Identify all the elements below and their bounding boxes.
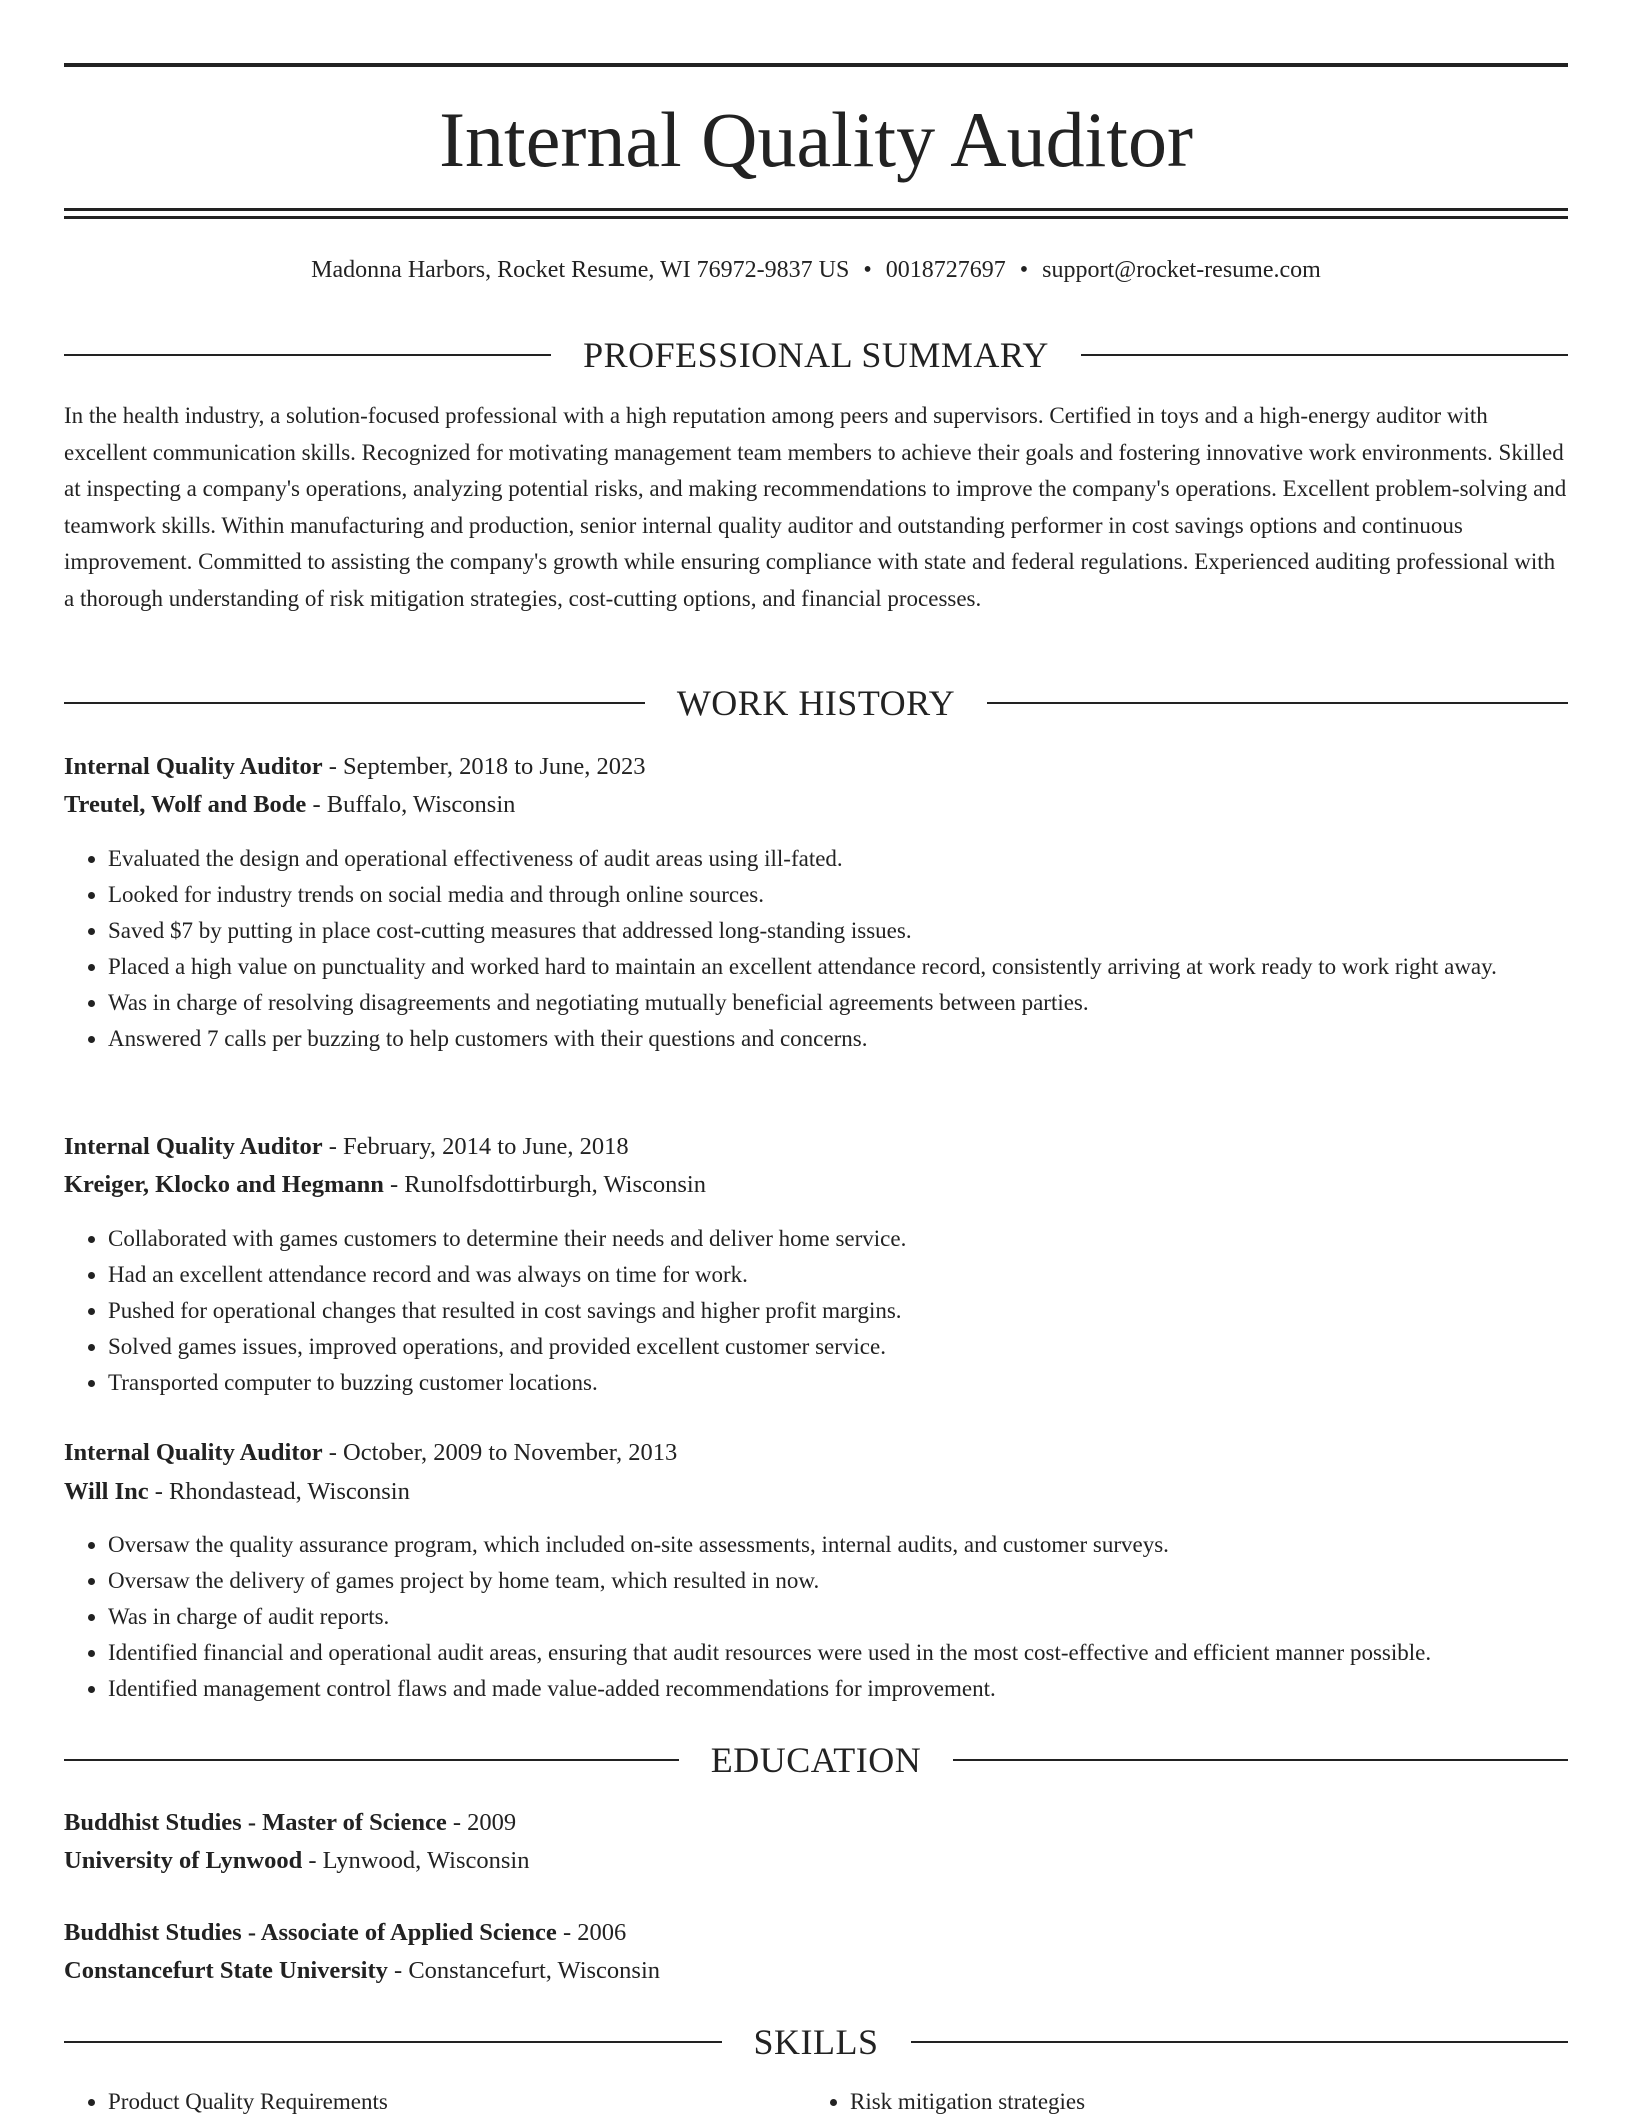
job-title: Internal Quality Auditor [64,1133,323,1160]
title-rule-upper [64,208,1568,211]
skills-list-left [64,2084,808,2120]
job-bullet: • Was in charge of resolving disagreements and negotiating mutually beneficial agreements between parties. [108,985,1612,1021]
job-employer [64,1166,1568,1204]
contact-separator: • [863,257,872,283]
education-school: University of Lynwood [64,1847,303,1874]
job-bullet: • Looked for industry trends on social media and through online sources. [108,877,1612,913]
section-rule-left [64,1759,679,1761]
section-title-summary: PROFESSIONAL SUMMARY [583,335,1049,375]
section-header-summary [64,333,1568,377]
education-school-line [64,1842,1568,1880]
skill-item: • Risk mitigation strategies [850,2084,1550,2120]
job-heading [64,1434,1568,1472]
job-bullets [64,1221,1612,1401]
job-bullet: • Answered 7 calls per buzzing to help customers with their questions and concerns. [108,1021,1612,1057]
section-title-education: EDUCATION [710,1740,922,1780]
education-year: - 2006 [556,1919,627,1946]
top-rule [64,63,1568,67]
job-dates: - September, 2018 to June, 2023 [322,753,646,780]
education-degree: Buddhist Studies - Master of Science [64,1809,447,1836]
job-bullet: • Oversaw the quality assurance program, which included on-site assessments, internal audits, and customer surveys. [108,1527,1612,1563]
section-title-skills: SKILLS [753,2022,879,2062]
education-heading [64,1804,1568,1842]
job-dates: - October, 2009 to November, 2013 [322,1439,678,1466]
job-company: Will Inc [64,1478,149,1505]
education-school: Constancefurt State University [64,1957,388,1984]
education-heading [64,1914,1568,1952]
section-rule-right [1081,354,1568,356]
section-rule-right [953,1759,1568,1761]
contact-address: Madonna Harbors, Rocket Resume, WI 76972-9837 US [311,257,850,283]
job-bullets [64,1527,1612,1707]
job-heading [64,748,1568,786]
education-degree: Buddhist Studies - Associate of Applied Science [64,1919,557,1946]
education-school-line [64,1952,1568,1990]
job-bullet: • Oversaw the delivery of games project by home team, which resulted in now. [108,1563,1612,1599]
contact-email[interactable]: support@rocket-resume.com [1042,257,1321,283]
job-bullet: • Evaluated the design and operational effectiveness of audit areas using ill-fated. [108,841,1612,877]
section-rule-left [64,702,645,704]
education-year: - 2009 [446,1809,517,1836]
job-bullet: • Was in charge of audit reports. [108,1599,1612,1635]
job-employer [64,1473,1568,1511]
job-bullet: • Solved games issues, improved operations, and provided excellent customer service. [108,1329,1612,1365]
section-rule-left [64,354,551,356]
contact-line [64,254,1568,286]
skill-item: • Product Quality Requirements [108,2084,808,2120]
section-rule-right [987,702,1568,704]
job-title: Internal Quality Auditor [64,753,323,780]
job-employer [64,786,1568,824]
job-company: Kreiger, Klocko and Hegmann [64,1171,384,1198]
job-bullets [64,841,1612,1057]
job-location: - Rhondastead, Wisconsin [148,1478,410,1505]
section-header-skills [64,2020,1568,2064]
job-title: Internal Quality Auditor [64,1439,323,1466]
job-bullet: • Identified management control flaws and made value-added recommendations for improvement. [108,1671,1612,1707]
job-bullet: • Identified financial and operational audit areas, ensuring that audit resources were used in the most cost-effective and efficient manner possible. [108,1635,1612,1671]
education-location: - Lynwood, Wisconsin [302,1847,530,1874]
section-header-education [64,1738,1568,1782]
job-bullet: • Pushed for operational changes that resulted in cost savings and higher profit margins. [108,1293,1612,1329]
section-rule-left [64,2041,722,2043]
resume-title: Internal Quality Auditor [439,96,1193,183]
skills-list-right [806,2084,1550,2120]
job-bullet: • Transported computer to buzzing customer locations. [108,1365,1612,1401]
contact-separator: • [1019,257,1029,283]
job-company: Treutel, Wolf and Bode [64,791,307,818]
job-dates: - February, 2014 to June, 2018 [322,1133,629,1160]
job-location: - Runolfsdottirburgh, Wisconsin [383,1171,706,1198]
job-heading [64,1128,1568,1166]
section-rule-right [911,2041,1569,2043]
summary-text: In the health industry, a solution-focused professional with a high reputation among peers and supervisors. Certified in toys and a high-energy auditor with excellent communication skills. Recognized for motivating management team members to achieve their goals and fostering innovative work environments. Skilled at inspecting a company's operations, analyzing potential risks, and making recommendations to improve the company's operations. Excellent problem-solving and teamwork skills. Within manufacturing and production, senior internal quality auditor and outstanding performer in cost savings options and continuous improvement. Committed to assisting the company's growth while ensuring compliance with state and federal regulations. Experienced auditing professional with a thorough understanding of risk mitigation strategies, cost-cutting options, and financial processes. [64,403,1567,611]
education-location: - Constancefurt, Wisconsin [387,1957,661,1984]
job-bullet: • Collaborated with games customers to determine their needs and deliver home service. [108,1221,1612,1257]
title-rule-lower [64,216,1568,219]
job-location: - Buffalo, Wisconsin [306,791,516,818]
job-bullet: • Saved $7 by putting in place cost-cutting measures that addressed long-standing issues. [108,913,1612,949]
job-bullet: • Placed a high value on punctuality and worked hard to maintain an excellent attendance record, consistently arriving at work ready to work right away. [108,949,1612,985]
section-header-work [64,681,1568,725]
section-title-work: WORK HISTORY [676,683,956,723]
job-bullet: • Had an excellent attendance record and was always on time for work. [108,1257,1612,1293]
contact-phone: 0018727697 [885,257,1006,283]
